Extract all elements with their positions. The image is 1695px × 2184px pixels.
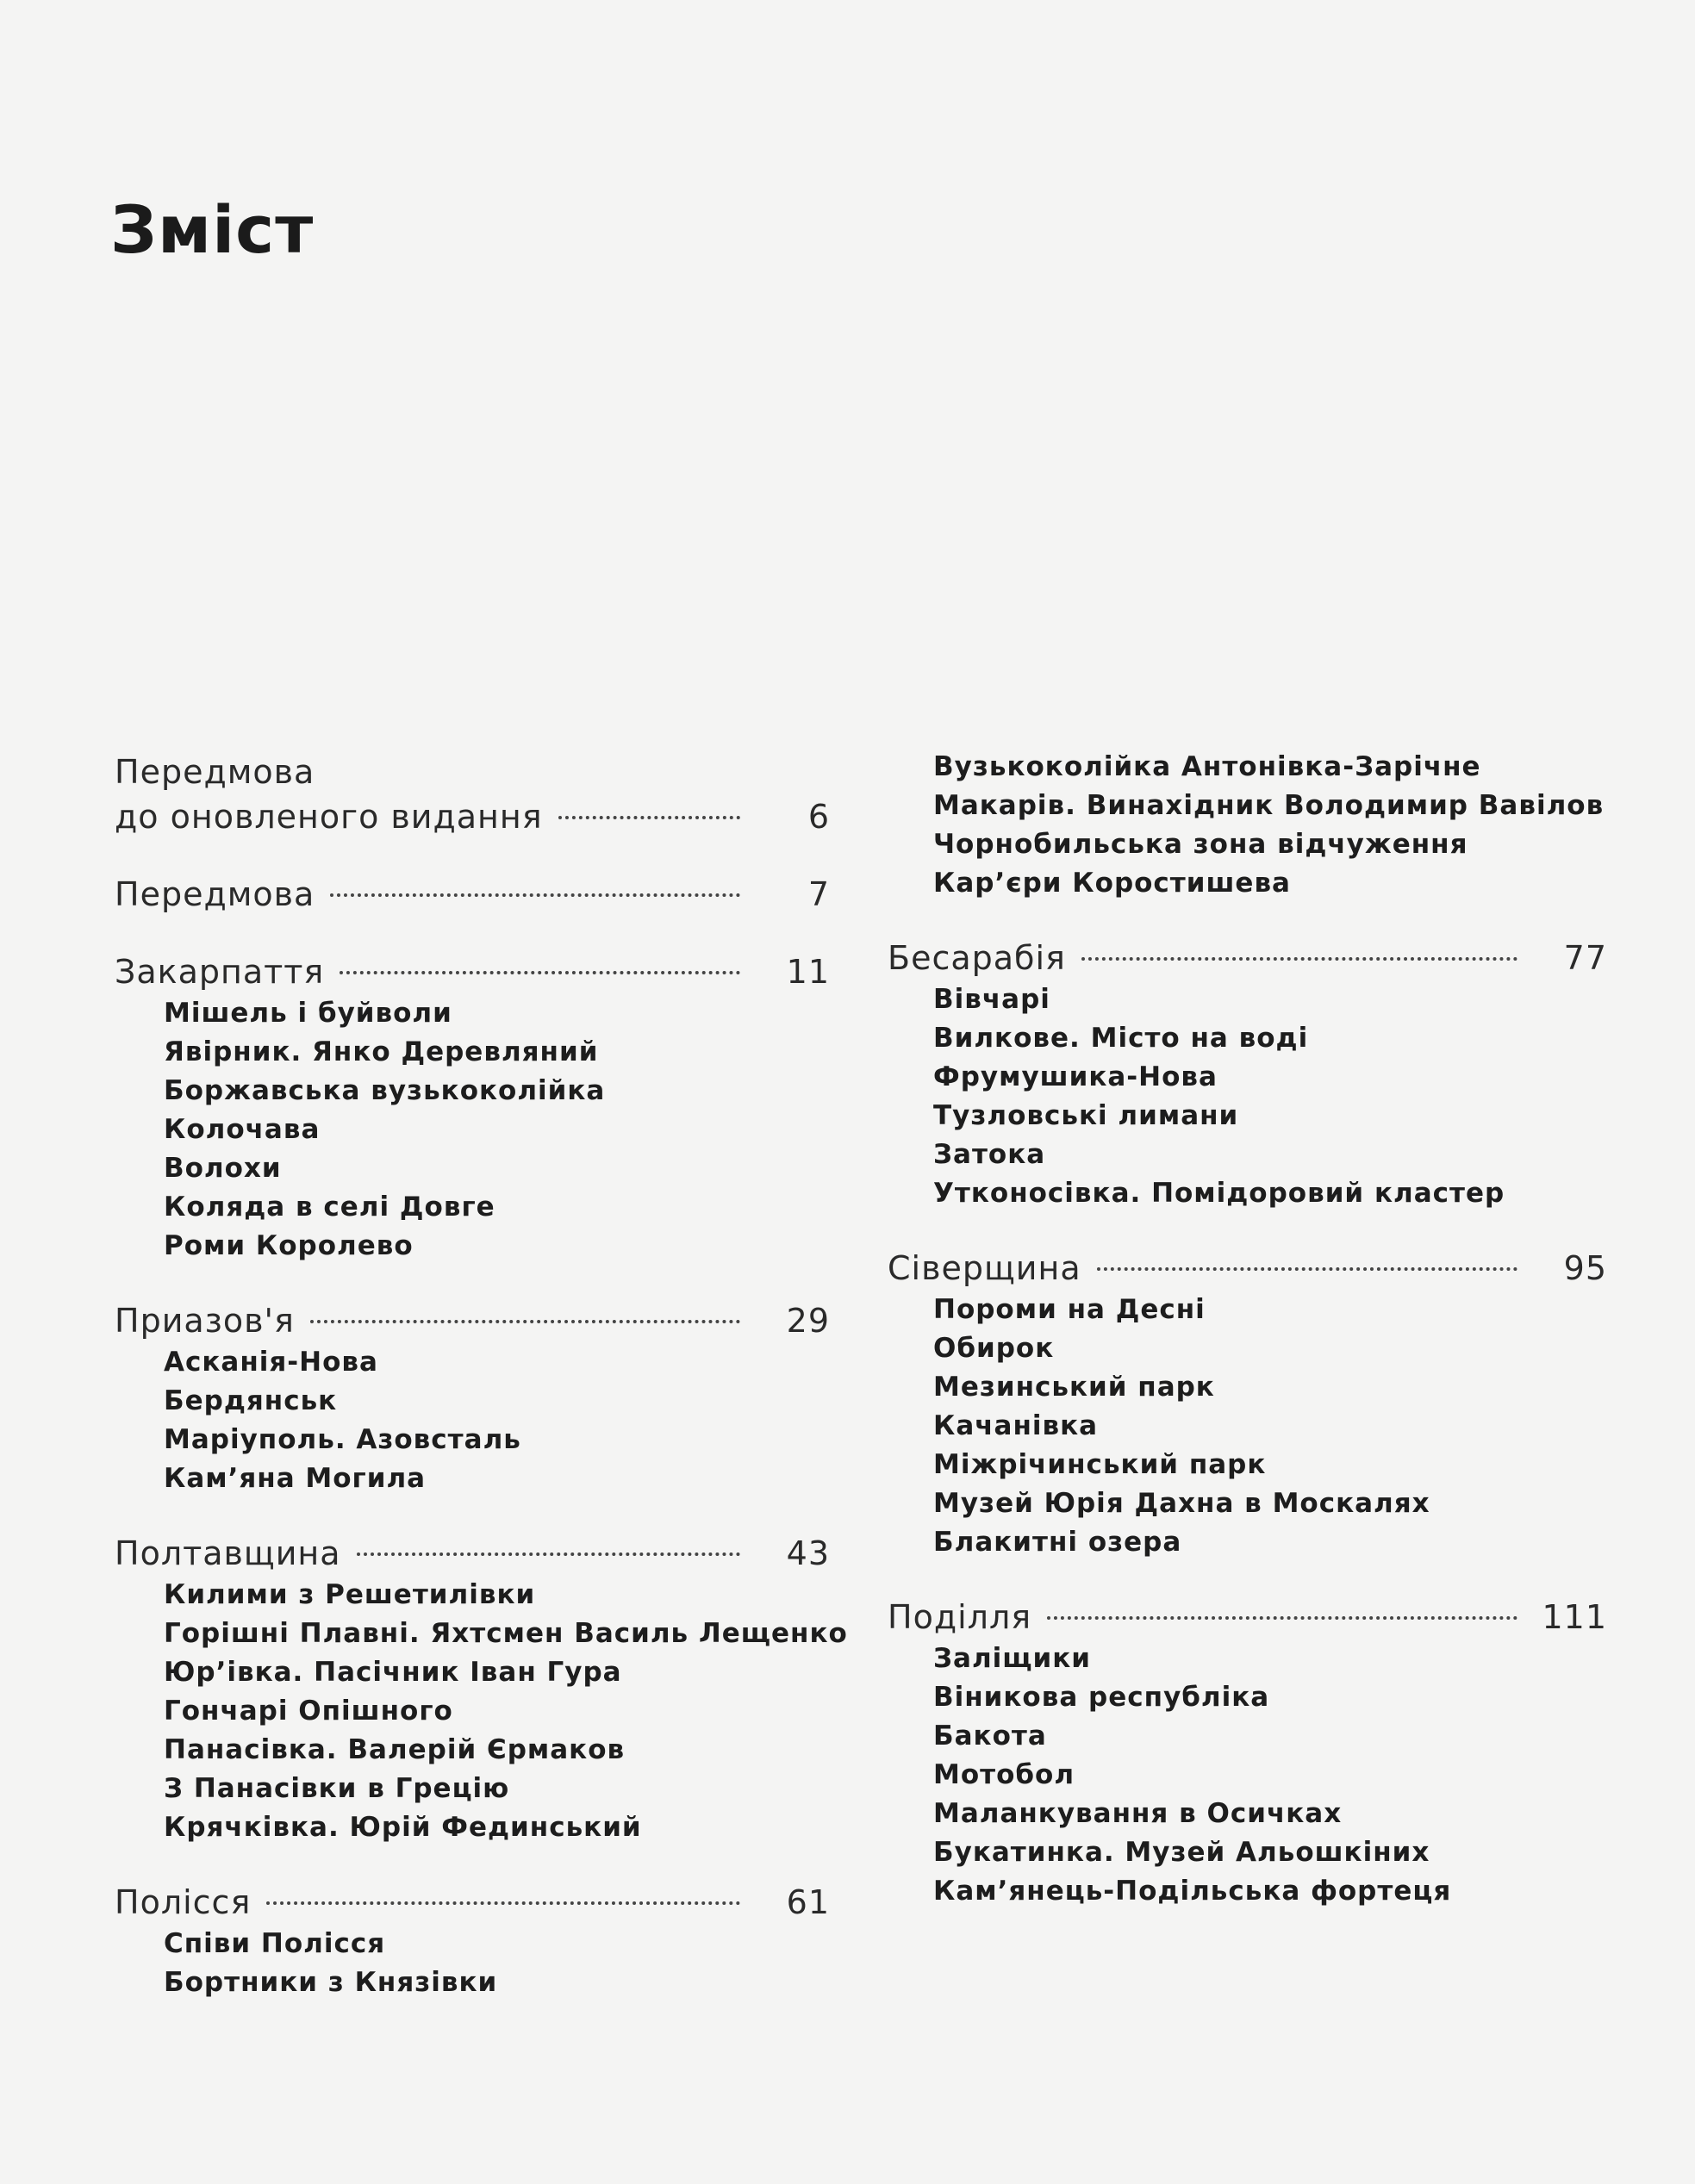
toc-item: Коляда в селі Довге	[164, 1192, 495, 1223]
toc-page-number: 95	[1563, 1249, 1607, 1287]
toc-item-list	[115, 1343, 830, 1498]
toc-entry-preface-updated	[115, 750, 830, 839]
toc-item: Кар’єри Коростишева	[933, 868, 1291, 899]
toc-section-label: Полісся	[115, 1883, 252, 1921]
toc-item: Боржавська вузькоколійка	[164, 1075, 606, 1106]
leader-dots	[558, 816, 740, 819]
leader-dots	[1081, 957, 1517, 961]
toc-item: Заліщики	[933, 1643, 1092, 1674]
toc-item-list	[888, 980, 1607, 1213]
toc-item-list	[888, 1291, 1607, 1562]
toc-page-number: 43	[786, 1534, 830, 1572]
toc-item: Маріуполь. Азовсталь	[164, 1424, 521, 1455]
toc-item: Колочава	[164, 1114, 321, 1145]
toc-entry-label: Передмова	[115, 875, 315, 913]
toc-item-list	[888, 1640, 1607, 1911]
toc-item: Бортники з Князівки	[164, 1967, 498, 1998]
toc-item: Юр’івка. Пасічник Іван Гура	[164, 1657, 622, 1688]
toc-page-number: 29	[786, 1302, 830, 1340]
toc-section-label: Бесарабія	[888, 939, 1066, 977]
toc-section-heading	[888, 1595, 1607, 1640]
toc-item: Бакота	[933, 1720, 1047, 1752]
toc-item: Блакитні озера	[933, 1527, 1182, 1558]
toc-section-heading	[115, 1531, 830, 1576]
toc-item: Качанівка	[933, 1410, 1099, 1441]
toc-section-heading	[115, 949, 830, 994]
toc-item: Панасівка. Валерій Єрмаков	[164, 1734, 626, 1765]
toc-item: Затока	[933, 1139, 1046, 1170]
toc-item: Чорнобильська зона відчуження	[933, 829, 1468, 860]
toc-section	[888, 936, 1607, 1213]
toc-item: Музей Юрія Дахна в Москалях	[933, 1488, 1430, 1519]
toc-item: Фрумушика-Нова	[933, 1061, 1218, 1092]
toc-section	[888, 1246, 1607, 1562]
toc-page-number: 111	[1542, 1598, 1607, 1636]
toc-item: Макарів. Винахідник Володимир Вавілов	[933, 790, 1605, 821]
leader-dots	[1047, 1616, 1517, 1620]
leader-dots	[330, 893, 740, 897]
toc-page-number: 61	[786, 1883, 830, 1921]
toc-item: Гончарі Опішного	[164, 1696, 453, 1727]
toc-item: Віникова республіка	[933, 1682, 1270, 1713]
leader-dots	[310, 1320, 740, 1323]
toc-item: Маланкування в Осичках	[933, 1798, 1343, 1829]
leader-dots	[357, 1552, 740, 1556]
toc-section	[115, 1880, 830, 2002]
toc-column-left	[115, 750, 848, 2035]
toc-item: Асканія-Нова	[164, 1347, 378, 1378]
toc-section	[115, 1298, 830, 1498]
toc-item-list	[115, 1925, 830, 2002]
toc-item: З Панасівки в Грецію	[164, 1773, 510, 1804]
toc-item: Явірник. Янко Деревляний	[164, 1036, 599, 1067]
toc-section	[888, 1595, 1607, 1911]
toc-item: Кам’яна Могила	[164, 1463, 427, 1494]
toc-item: Міжрічинський парк	[933, 1449, 1267, 1480]
toc-page-number: 6	[807, 798, 830, 836]
toc-item: Вилкове. Місто на воді	[933, 1023, 1309, 1054]
toc-section-label: Сіверщина	[888, 1249, 1081, 1287]
toc-section-label: Поділля	[888, 1598, 1032, 1636]
toc-section-heading	[115, 1298, 830, 1343]
toc-item: Утконосівка. Помідоровий кластер	[933, 1178, 1505, 1209]
page-title: Зміст	[110, 191, 315, 268]
toc-section-heading	[888, 936, 1607, 980]
toc-entry-label: до оновленого видання	[115, 798, 543, 836]
toc-page-number: 11	[786, 953, 830, 991]
toc-section-heading	[888, 1246, 1607, 1291]
leader-dots	[1097, 1267, 1517, 1271]
toc-item: Тузловські лимани	[933, 1100, 1239, 1131]
leader-dots	[266, 1901, 740, 1905]
toc-item: Волохи	[164, 1153, 282, 1184]
toc-entry-preface	[115, 872, 830, 917]
toc-item: Пороми на Десні	[933, 1294, 1206, 1325]
toc-section-label: Закарпаття	[115, 953, 325, 991]
toc-item: Вівчарі	[933, 984, 1050, 1015]
toc-item: Вузькоколійка Антонівка-Зарічне	[933, 751, 1481, 782]
toc-item: Кам’янець-Подільська фортеця	[933, 1876, 1452, 1907]
toc-item: Мішель і буйволи	[164, 998, 452, 1029]
toc-page-number: 7	[807, 875, 830, 913]
toc-item: Роми Королево	[164, 1230, 414, 1261]
toc-item: Горішні Плавні. Яхтсмен Василь Лещенко	[164, 1618, 848, 1649]
toc-item-list	[115, 994, 830, 1266]
toc-item: Обирок	[933, 1333, 1055, 1364]
toc-item: Співи Полісся	[164, 1928, 386, 1959]
toc-item: Бердянськ	[164, 1385, 338, 1416]
toc-page-number: 77	[1563, 939, 1607, 977]
toc-item: Букатинка. Музей Альошкіних	[933, 1837, 1430, 1868]
toc-column-right	[888, 750, 1607, 1944]
toc-item: Мезинський парк	[933, 1372, 1215, 1403]
toc-item: Килими з Решетилівки	[164, 1579, 536, 1610]
toc-item: Крячківка. Юрій Фединський	[164, 1812, 642, 1843]
leader-dots	[340, 971, 740, 974]
toc-section-heading	[115, 1880, 830, 1925]
toc-entry-label: Передмова	[115, 753, 315, 791]
toc-continued-polissia	[888, 748, 1607, 903]
toc-section-label: Полтавщина	[115, 1534, 341, 1572]
toc-section-label: Приазов'я	[115, 1302, 295, 1340]
toc-section	[115, 949, 830, 1266]
toc-section	[115, 1531, 848, 1847]
toc-item: Мотобол	[933, 1759, 1075, 1790]
toc-item-list	[115, 1576, 848, 1847]
